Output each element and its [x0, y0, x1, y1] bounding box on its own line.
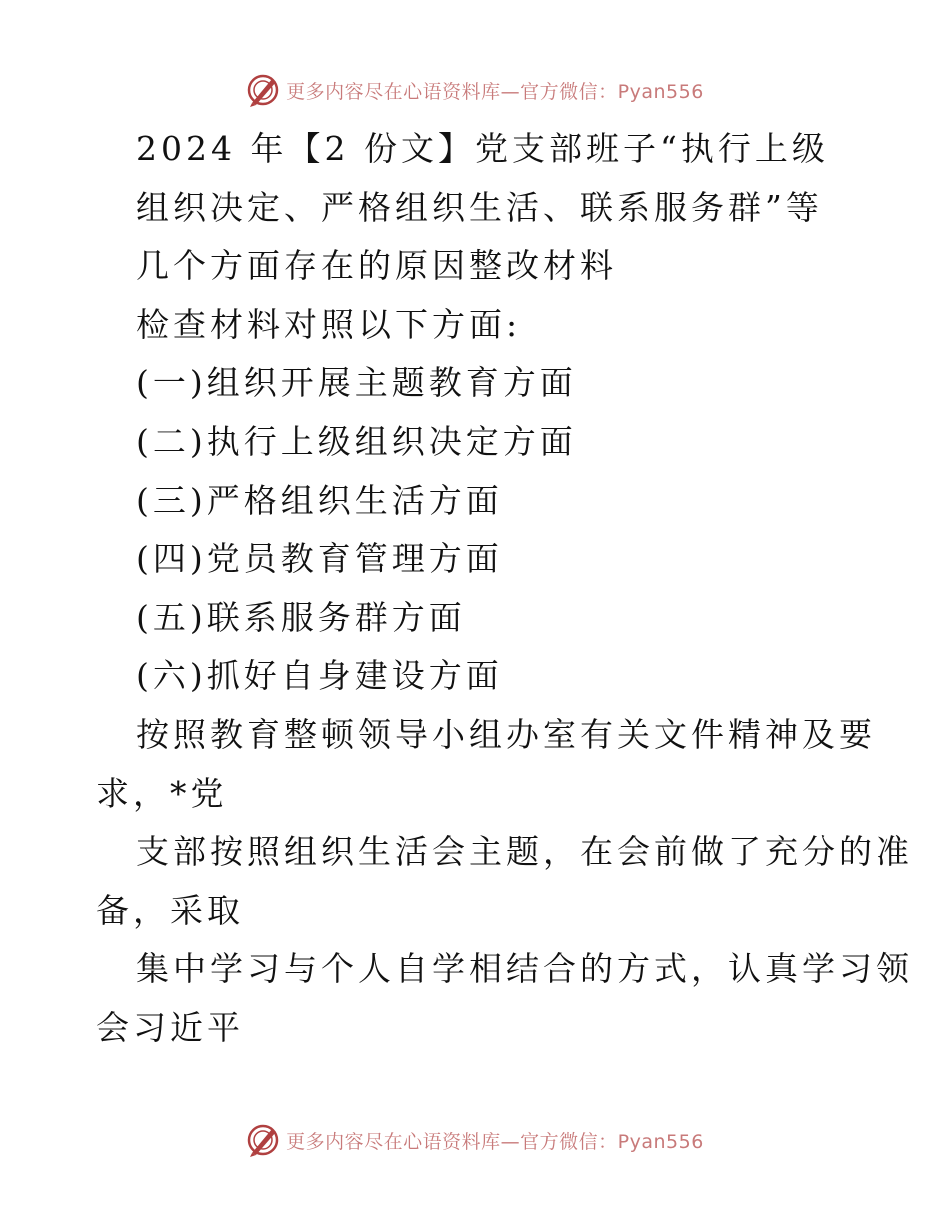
- doc-line: (二)执行上级组织决定方面: [136, 421, 577, 461]
- doc-line: 备，采取: [96, 890, 244, 930]
- watermark-text: 更多内容尽在心语资料库—官方微信：Pyan556: [286, 1130, 704, 1153]
- doc-line: (四)党员教育管理方面: [136, 539, 503, 579]
- pen-logo-icon: [246, 73, 280, 107]
- doc-line: (三)严格组织生活方面: [136, 480, 503, 520]
- doc-line: 集中学习与个人自学相结合的方式，认真学习领: [136, 949, 913, 989]
- header-watermark: [0, 70, 950, 110]
- doc-line: 会习近平: [96, 1007, 244, 1047]
- doc-line: 检查材料对照以下方面:: [136, 304, 522, 344]
- doc-line: 2024 年【2 份文】党支部班子“执行上级: [136, 129, 829, 168]
- doc-line: 按照教育整顿领导小组办室有关文件精神及要: [136, 714, 876, 754]
- footer-watermark: [0, 1120, 950, 1160]
- watermark-text: 更多内容尽在心语资料库—官方微信：Pyan556: [286, 80, 704, 103]
- doc-line: 支部按照组织生活会主题，在会前做了充分的准: [136, 832, 913, 872]
- pen-logo-icon: [246, 1123, 280, 1157]
- doc-line: (五)联系服务群方面: [136, 597, 466, 637]
- doc-line: 求，*党: [96, 773, 228, 813]
- doc-line: (六)抓好自身建设方面: [136, 656, 503, 696]
- document-body: [96, 120, 913, 1058]
- doc-line: (一)组织开展主题教育方面: [136, 363, 577, 403]
- doc-line: 几个方面存在的原因整改材料: [136, 246, 617, 286]
- doc-line: 组织决定、严格组织生活、联系服务群”等: [136, 187, 823, 227]
